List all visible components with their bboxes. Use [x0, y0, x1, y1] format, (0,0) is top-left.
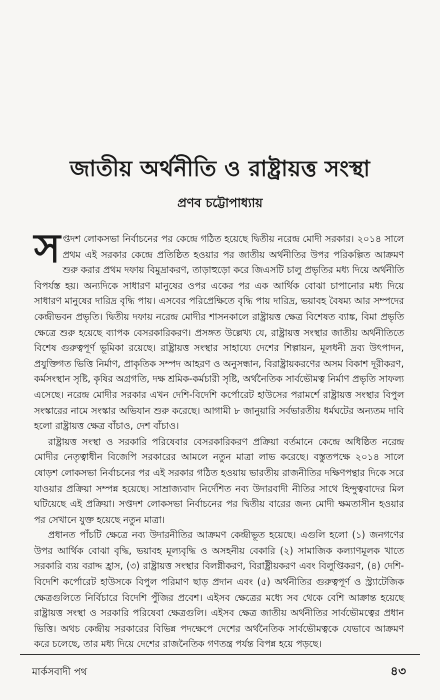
footer-divider	[20, 654, 420, 655]
page-number: ৪৩	[390, 664, 406, 678]
body-paragraph-1	[34, 225, 404, 435]
paragraph-1-text: প্তদশ লোকসভা নির্বাচনের পর কেন্দ্রে গঠিত হয়েছে দ্বিতীয় নরেন্দ্র মোদী সরকার। ২০১৪ সালে প্রথম এই সরকার কেন্দ্রে প্রতিষ্ঠিত হওয়ার পর জাতীয় অর্থনীতির উপর পরিকল্পিত আক্রমণ শুরু করার প্রথম দফায় বিমুদ্রাকরণ, তাড়াহুড়ো করে জিএসটি চালু প্রভৃতির মধ্য দিয়ে অর্থনীতি বিপর্যস্ত হয়। অন্যদিকে সাধারণ মানুষের ওপর একের পর এক আর্থিক বোঝা চাপানোর মধ্য দিয়ে সাধারণ মানুষের দারিদ্র বৃদ্ধি পায়। এসবের পরিপ্রেক্ষিতে বৃদ্ধি পায় দারিদ্র, ভয়াবহ বৈষম্য আর সম্পদের কেন্দ্রীভবন প্রভৃতি। দ্বিতীয় দফায় নরেন্দ্র মোদীর শাসনকালে রাষ্ট্রায়ত্ত ক্ষেত্র বিশেষত ব্যাঙ্ক, বিমা প্রভৃতি ক্ষেত্রে শুরু হয়েছে ব্যাপক বেসরকারিকরণ। প্রসঙ্গত উল্লেখ্য যে, রাষ্ট্রায়ত্ত সংস্থার জাতীয় অর্থনীতিতে বিশেষ গুরুত্বপূর্ণ ভূমিকা রয়েছে। রাষ্ট্রায়ত্ত সংস্থার সাহায্যে দেশের শিল্পায়ন, মূলধনী দ্রব্য উৎপাদন, প্রযুক্তিগত ভিত্তি নির্মাণ, প্রাকৃতিক সম্পদ আহরণ ও অনুসন্ধান, বিরাষ্ট্রায়করণের অসম বিকাশ দূরীকরণ, কর্মসংস্থান সৃষ্টি, কৃষির অগ্রগতি, দক্ষ শ্রমিক-কর্মচারী সৃষ্টি, অর্থনৈতিক সার্বভৌমত্ব নির্মাণ প্রভৃতি সাফল্য এসেছে। নরেন্দ্র মোদীর সরকার এখন দেশি-বিদেশি কর্পোরেট হাউসের পরামর্শে রাষ্ট্রায়ত্ত সংস্থার বিপুল সংস্কারের নামে সংস্কার অভিযান শুরু করেছে। আগামী ৮ জানুয়ারি সর্বভারতীয় ধর্মঘটের অন্যতম দাবি হলো রাষ্ট্রায়ত্ত ক্ষেত্র বাঁচাও, দেশ বাঁচাও।	[34, 234, 404, 433]
body-paragraph-2: রাষ্ট্রায়ত্ত সংস্থা ও সরকারি পরিষেবার বেসরকারিকরণ প্রক্রিয়া বর্তমানে কেন্দ্রে অধিষ্ঠিত নরেন্দ্র মোদীর নেতৃত্বাধীন বিজেপি সরকারের আমলে নতুন মাত্রা লাভ করেছে। বস্তুতপক্ষে ২০১৪ সালে ষোড়শ লোকসভা নির্বাচনের পর এই সরকার গঠিত হওয়ায় ভারতীয় রাজনীতির দক্ষিণপন্থার দিকে সরে যাওয়ার প্রক্রিয়া সম্পন্ন হয়েছে। সাম্রাজ্যবাদ নির্দেশিত নব্য উদারবাদী নীতির সাথে হিন্দুত্ববাদের মিল ঘটিয়েছে এই প্রক্রিয়া। সপ্তদশ লোকসভা নির্বাচনের পর দ্বিতীয় বারের জন্য মোদী ক্ষমতাসীন হওয়ার পর সেখানে যুক্ত হয়েছে নতুন মাত্রা।	[34, 436, 404, 526]
drop-cap: স	[34, 225, 61, 272]
body-paragraph-3: প্রধানত পাঁচটি ক্ষেত্রে নব্য উদারনীতির আক্রমণ কেন্দ্রীভূত হয়েছে। এগুলি হলো (১) জনগণের উপর আর্থিক বোঝা বৃদ্ধি, ভয়াবহ মূল্যবৃদ্ধি ও অসহনীয় বেকারি (২) সামাজিক কল্যাণমূলক খাতে সরকারি ব্যয় বরাদ্দ হ্রাস, (৩) রাষ্ট্রায়ত্ত সংস্থার বিলগ্নীকরণ, বিরাষ্ট্রীয়করণ এবং বিলুপ্তিকরণ, (৪) দেশি-বিদেশি কর্পোরেট হাউসকে বিপুল পরিমাণ ছাড় প্রদান এবং (৫) অর্থনীতির গুরুত্বপূর্ণ ও স্ট্র্যাটেজিক ক্ষেত্রগুলিতে নির্বিচারে বিদেশি পুঁজির প্রবেশ। এইসব ক্ষেত্রের মধ্যে সব থেকে বেশি আক্রান্ত হয়েছে রাষ্ট্রায়ত্ত সংস্থা ও সরকারি পরিষেবা ক্ষেত্রগুলি। এইসব ক্ষেত্র জাতীয় অর্থনীতির সার্বভৌমত্বের প্রধান ভিত্তি। অথচ কেন্দ্রীয় সরকারের বিভিন্ন পদক্ষেপে দেশের অর্থনৈতিক সার্বভৌমত্বকে যেভাবে আক্রমণ করে চলেছে, তার মধ্য দিয়ে দেশের রাজনৈতিক গণতন্ত্র পর্যন্ত বিপন্ন হয়ে পড়ছে।	[34, 530, 404, 651]
article-author: প্রণব চট্টোপাধ্যায়	[177, 195, 263, 210]
journal-name: মার্কসবাদী পথ	[32, 667, 88, 678]
article-title: জাতীয় অর্থনীতি ও রাষ্ট্রায়ত্ত সংস্থা	[69, 157, 371, 182]
article-body	[34, 225, 404, 653]
